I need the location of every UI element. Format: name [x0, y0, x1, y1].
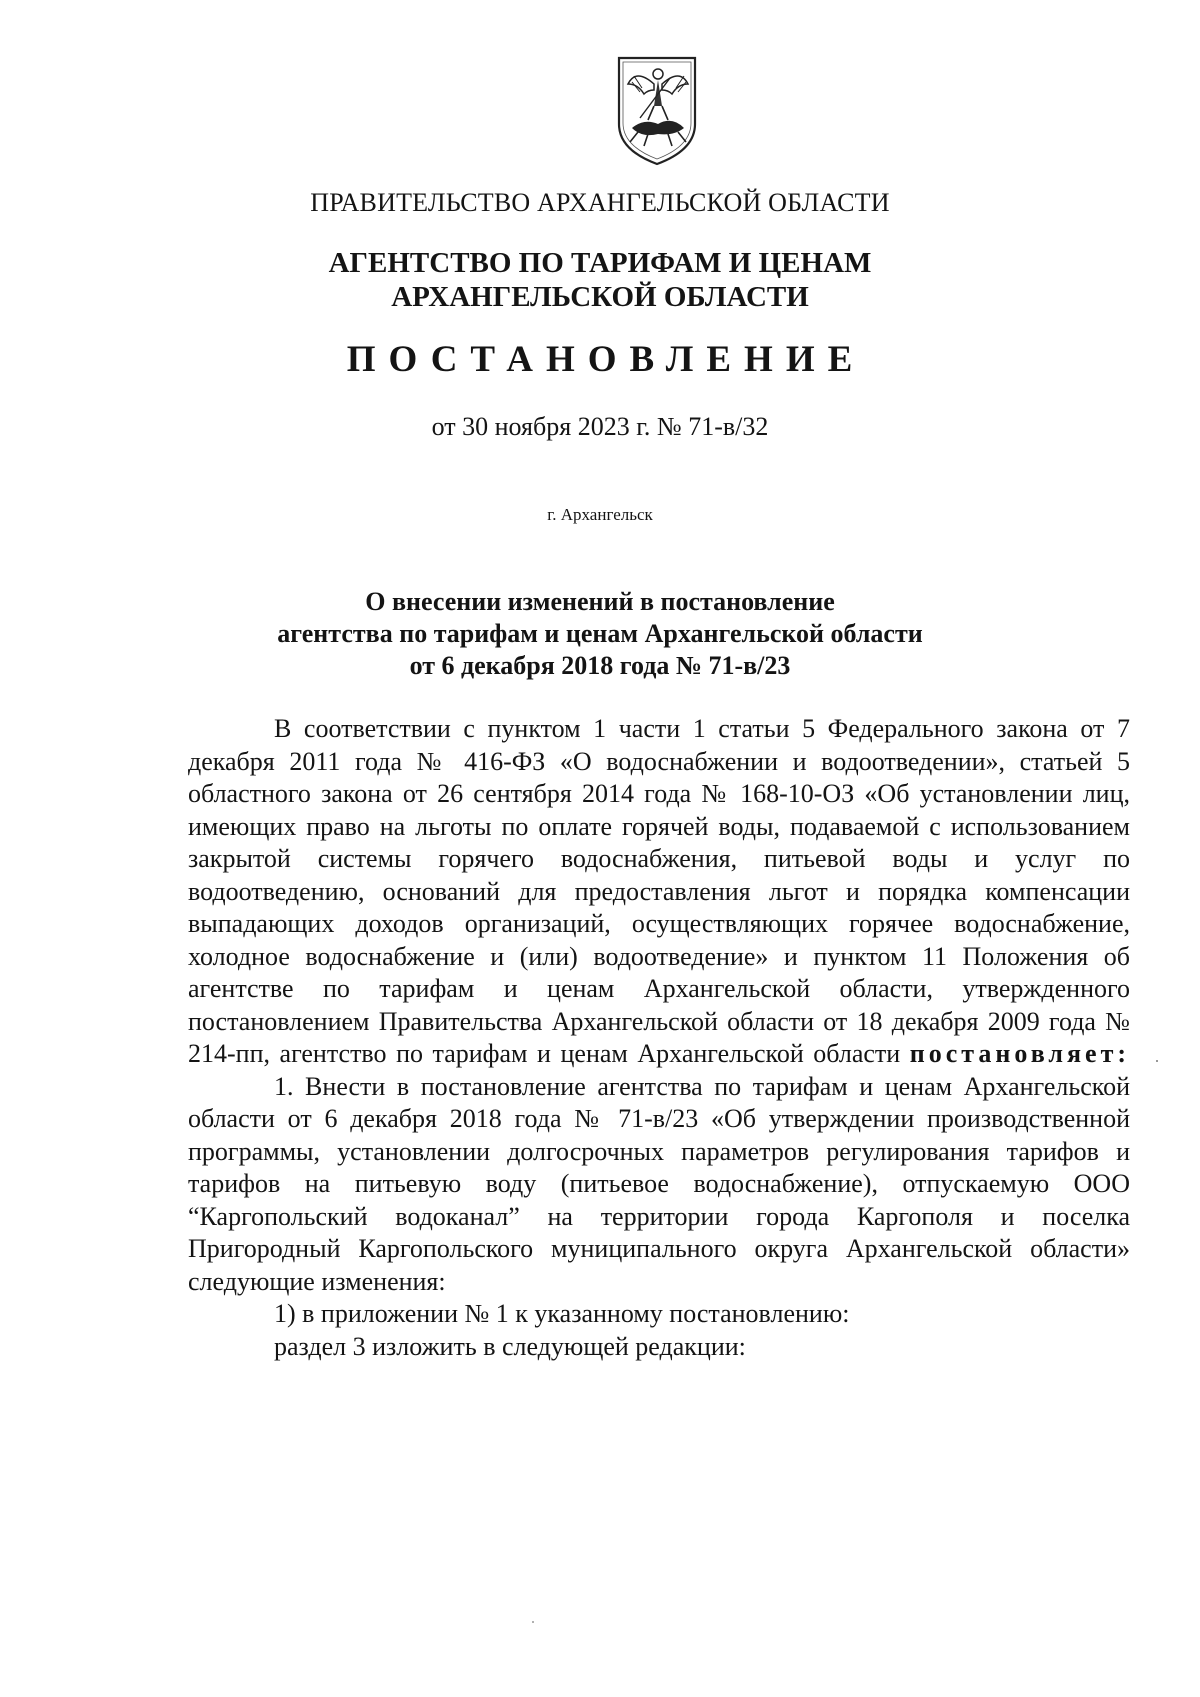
agency-name-line-1: АГЕНТСТВО ПО ТАРИФАМ И ЦЕНАМ: [328, 247, 872, 279]
subitem-1-paragraph: 1) в приложении № 1 к указанному постановлению:: [274, 1299, 850, 1328]
document-type-title: ПОСТАНОВЛЕНИЕ: [346, 339, 866, 380]
agency-name: [0, 246, 1200, 314]
scan-speck: [1156, 1060, 1158, 1062]
subject-line-1: О внесении изменений в постановление: [365, 587, 835, 616]
scan-speck: [532, 1621, 534, 1623]
document-date-number: от 30 ноября 2023 г. № 71-в/32: [431, 412, 769, 441]
document-body: [188, 713, 1130, 1363]
document-city: г. Архангельск: [547, 505, 653, 524]
agency-name-line-2: АРХАНГЕЛЬСКОЙ ОБЛАСТИ: [391, 281, 809, 313]
preamble-text: В соответствии с пунктом 1 части 1 статьи 5 Федерального закона от 7 декабря 2011 года № 416-ФЗ «О водоснабжении и водоотведении», статьей 5 областного закона от 26 сентября 2014 года № 168-10-ОЗ «Об установлении лиц, имеющих право на льготы по оплате горячей воды, подаваемой с использованием закрытой системы горячего водоснабжения, питьевой воды и услуг по водоотведению, оснований для предоставления льгот и порядка компенсации выпадающих доходов организаций, осуществляющих горячее водоснабжение, холодное водоснабжение и (или) водоотведение» и пунктом 11 Положения об агентстве по тарифам и ценам Архангельской области, утвержденного постановлением Правительства Архангельской области от 18 декабря 2009 года № 214-пп, агентство по тарифам и ценам Архангельской области: [188, 714, 1130, 1068]
document-subject: [0, 586, 1200, 682]
subject-line-2: агентства по тарифам и ценам Архангельской области: [277, 619, 923, 648]
subitem-2-paragraph: раздел 3 изложить в следующей редакции:: [274, 1331, 746, 1361]
preamble-paragraph: [188, 713, 1130, 1071]
government-name: ПРАВИТЕЛЬСТВО АРХАНГЕЛЬСКОЙ ОБЛАСТИ: [310, 188, 890, 217]
subject-line-3: от 6 декабря 2018 года № 71-в/23: [409, 651, 791, 680]
decree-word: постановляет:: [909, 1039, 1131, 1068]
item-1-paragraph: 1. Внести в постановление агентства по тарифам и ценам Архангельской области от 6 декабря 2018 года № 71-в/23 «Об утверждении производственной программы, установлении долгосрочных параметров регулирования тарифов и тарифов на питьевую воду (питьевое водоснабжение), отпускаемую ООО “Каргопольский водоканал” на территории города Каргополя и поселка Пригородный Каргопольского муниципального округа Архангельской области» следующие изменения:: [188, 1071, 1130, 1296]
coat-of-arms-icon: [614, 54, 700, 168]
